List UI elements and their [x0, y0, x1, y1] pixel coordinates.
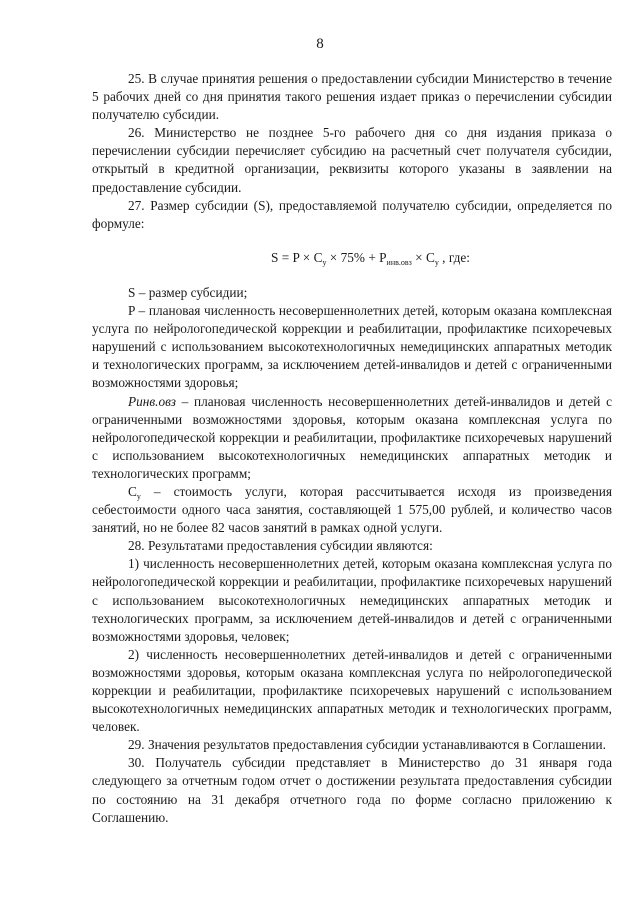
cy-subscript: у — [136, 491, 141, 501]
paragraph-27: 27. Размер субсидии (S), предоставляемой получателю субсидии, определяется по формуле: — [92, 197, 612, 231]
section-28-item-2: 2) численность несовершеннолетних детей-инвалидов и детей с ограниченными возможностями здоровья, которым оказана комплексная услуга по нейрологопедической коррекции и реабилитации, профилактике психоречевых нарушений с использованием высокотехнологичных немедицинских аппаратных методик и технологических программ, человек. — [92, 646, 612, 735]
formula-sub-y1: у — [322, 257, 327, 267]
definition-p: P – плановая численность несовершеннолетних детей, которым оказана комплексная услуга по нейрологопедической коррекции и реабилитации, профилактике психоречевых нарушений с использованием высокотехнологичных немедицинских аппаратных методик и технологических программ, за исключением детей-инвалидов и детей с ограниченными возможностями здоровья; — [92, 303, 612, 391]
formula-mid: × 75% + P — [326, 249, 387, 265]
cy-text: – стоимость услуги, которая рассчитывается исходя из произведения себестоимости одного часа занятия, составляющей 1 575,00 рублей, и количество часов занятий, но не более 82 часов занятий в рамках одной услуги. — [92, 483, 612, 536]
page-number: 8 — [316, 36, 324, 52]
formula-lhs: S = P × С — [271, 249, 323, 265]
pinv-symbol: Pинв.овз — [128, 393, 176, 409]
section-28-heading: 28. Результатами предоставления субсидии являются: — [128, 538, 433, 554]
paragraph-30: 30. Получатель субсидии представляет в Министерство до 31 января года следующего за отчетным годом отчет о достижении результата предоставления субсидии по состоянию на 31 декабря отчетного года по форме согласно приложению к Соглашению. — [92, 755, 612, 825]
paragraph-29: 29. Значения результатов предоставления субсидии устанавливаются в Соглашении. — [128, 737, 606, 753]
definition-pinv — [92, 393, 612, 483]
formula-mid2: × С — [411, 249, 435, 265]
document-body — [92, 70, 612, 827]
section-28-item-1: 1) численность несовершеннолетних детей, которым оказана комплексная услуга по нейрологопедической коррекции и реабилитации, профилактике психоречевых нарушений с использованием высокотехнологичных немедицинских аппаратных методик и технологических программ, за исключением детей-инвалидов и детей с ограниченными возможностями здоровья, человек; — [92, 556, 612, 644]
pinv-text: – плановая численность несовершеннолетних детей-инвалидов и детей с ограниченными возможностями здоровья, которым оказана комплексная услуга по нейрологопедической коррекции и реабилитации, профилактике психоречевых нарушений с использованием высокотехнологичных немедицинских аппаратных методик и технологических программ; — [92, 393, 612, 481]
paragraph-26: 26. Министерство не позднее 5-го рабочего дня со дня издания приказа о перечислении субсидии перечисляет субсидию на расчетный счет получателя субсидии, открытый в кредитной организации, реквизиты которого указаны в заявлении на предоставление субсидии. — [92, 125, 612, 195]
definition-s: S – размер субсидии; — [128, 284, 248, 300]
formula-sub-y2: у — [434, 257, 439, 267]
formula-sub-inv: инв.овз — [386, 257, 412, 267]
paragraph-25: 25. В случае принятия решения о предоставлении субсидии Министерство в течение 5 рабочих дней со дня принятия такого решения издает приказ о перечислении субсидии получателю субсидии. — [92, 71, 612, 123]
formula-tail: , где: — [438, 249, 470, 265]
definition-cy — [92, 483, 612, 537]
cy-symbol: С — [128, 483, 137, 499]
subsidy-formula — [92, 249, 612, 267]
